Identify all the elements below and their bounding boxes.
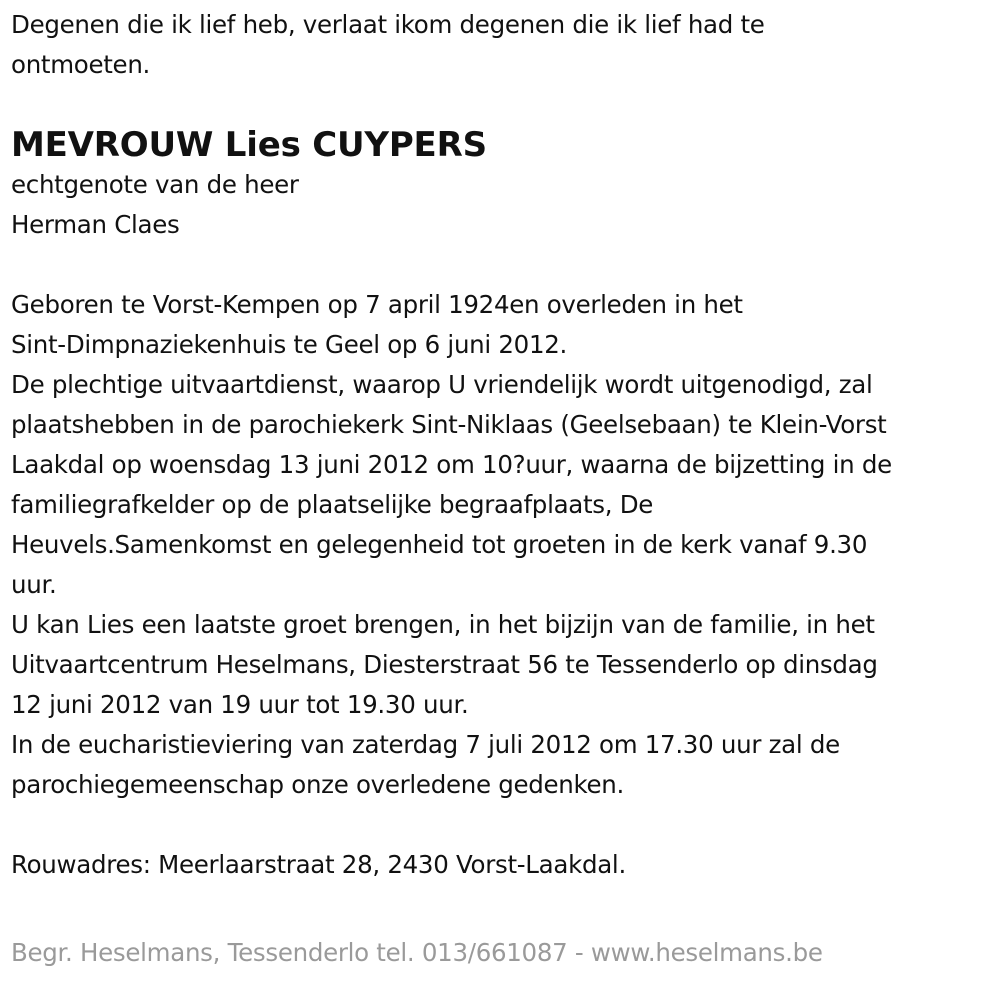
body-line: Sint-Dimpnaziekenhuis te Geel op 6 juni 2012. bbox=[11, 330, 568, 359]
body-line: familiegrafkelder op de plaatselijke begraafplaats, De bbox=[11, 490, 654, 519]
body-line: parochiegemeenschap onze overledene gedenken. bbox=[11, 770, 624, 799]
body-line: Geboren te Vorst-Kempen op 7 april 1924en overleden in het bbox=[11, 290, 743, 319]
funeral-home-footer: Begr. Heselmans, Tessenderlo tel. 013/661087 - www.heselmans.be bbox=[11, 938, 823, 967]
spacer bbox=[11, 245, 996, 285]
intro-line: ontmoeten. bbox=[11, 50, 151, 79]
body-line: 12 juni 2012 van 19 uur tot 19.30 uur. bbox=[11, 690, 469, 719]
body-line: De plechtige uitvaartdienst, waarop U vriendelijk wordt uitgenodigd, zal bbox=[11, 370, 873, 399]
body-line: In de eucharistieviering van zaterdag 7 juli 2012 om 17.30 uur zal de bbox=[11, 730, 840, 759]
mourning-address: Rouwadres: Meerlaarstraat 28, 2430 Vorst-Laakdal. bbox=[11, 850, 626, 879]
body-line: Laakdal op woensdag 13 juni 2012 om 10?uur, waarna de bijzetting in de bbox=[11, 450, 892, 479]
body-line: Heuvels.Samenkomst en gelegenheid tot groeten in de kerk vanaf 9.30 bbox=[11, 530, 868, 559]
body-line: uur. bbox=[11, 570, 57, 599]
spouse-line: Herman Claes bbox=[11, 210, 180, 239]
spacer bbox=[11, 805, 996, 845]
deceased-name: MEVROUW Lies CUYPERS bbox=[11, 125, 487, 165]
obituary-notice bbox=[11, 5, 996, 885]
body-line: U kan Lies een laatste groet brengen, in het bijzijn van de familie, in het bbox=[11, 610, 875, 639]
body-line: plaatshebben in de parochiekerk Sint-Niklaas (Geelsebaan) te Klein-Vorst bbox=[11, 410, 887, 439]
intro-line: Degenen die ik lief heb, verlaat ikom degenen die ik lief had te bbox=[11, 10, 765, 39]
body-line: Uitvaartcentrum Heselmans, Diesterstraat 56 te Tessenderlo op dinsdag bbox=[11, 650, 878, 679]
spouse-line: echtgenote van de heer bbox=[11, 170, 299, 199]
